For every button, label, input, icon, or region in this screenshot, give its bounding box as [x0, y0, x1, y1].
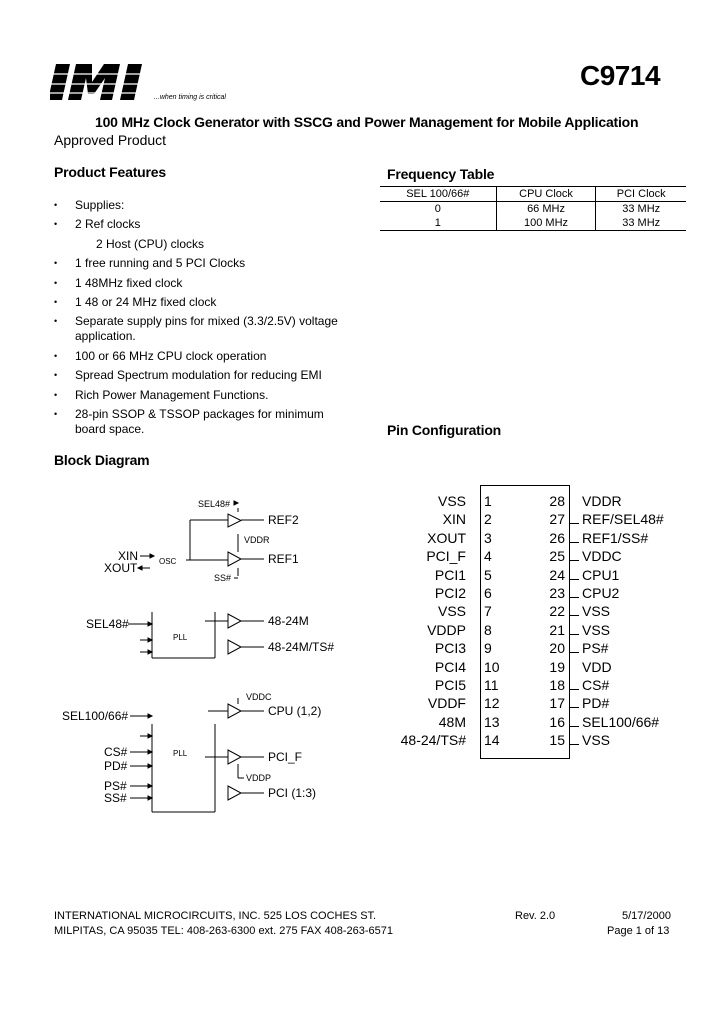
pin-name-left: PCI4: [434, 658, 466, 675]
pin-marker-icon: [569, 643, 579, 653]
pin-marker-icon: [569, 588, 579, 598]
pin-marker-icon: [569, 698, 579, 708]
label-sel48-input: SEL48#: [86, 617, 129, 631]
block-diagram: [0, 490, 380, 820]
pin-marker-icon: [569, 570, 579, 580]
table-row: [380, 216, 686, 231]
label-sel100-66: SEL100/66#: [62, 709, 129, 723]
pin-name-left: VDDF: [427, 695, 466, 712]
table-cell: 33 MHz: [596, 216, 686, 231]
bullet-icon: •: [54, 350, 58, 361]
feature-item: [54, 295, 354, 310]
footer-company: INTERNATIONAL MICROCIRCUITS, INC. 525 LOS COCHES ST.: [54, 910, 377, 922]
pin-name-right: PS#: [582, 640, 609, 657]
pin-number-left: 3: [484, 529, 492, 546]
feature-text: 2 Host (CPU) clocks: [96, 236, 205, 251]
pin-number-left: 8: [484, 621, 492, 638]
label-cs: CS#: [104, 745, 128, 759]
pin-name-right: VSS: [582, 732, 611, 749]
feature-text: 1 48MHz fixed clock: [75, 275, 183, 290]
feature-item: [54, 368, 354, 383]
pin-number-right: 17: [549, 695, 565, 712]
pin-name-left: PCI2: [434, 585, 466, 601]
label-cpu: CPU (1,2): [268, 704, 322, 718]
pin-number-left: 10: [484, 658, 500, 675]
pin-number-left: 4: [484, 548, 492, 565]
column-header-sel: SEL 100/66#: [380, 187, 496, 202]
pin-number-right: 28: [549, 493, 565, 509]
pin-number-left: 6: [484, 585, 492, 601]
footer-date: 5/17/2000: [622, 910, 671, 922]
pin-number-left: 13: [484, 713, 500, 730]
pin-name-right: VDD: [582, 658, 612, 675]
pin-number-right: 18: [549, 677, 565, 693]
label-vddp: VDDP: [246, 773, 272, 783]
pin-name-left: PCI_F: [426, 548, 466, 565]
bullet-icon: •: [54, 316, 58, 327]
label-xin: XIN: [118, 549, 139, 563]
pin-number-left: 12: [484, 695, 500, 712]
pin-number-left: 2: [484, 511, 492, 528]
feature-text-continued: application.: [75, 329, 136, 344]
bullet-icon: •: [54, 200, 58, 210]
label-vddc: VDDC: [246, 692, 272, 702]
pin-marker-icon: [569, 735, 579, 745]
label-ss2: SS#: [104, 791, 127, 805]
label-pll1: PLL: [173, 633, 188, 642]
feature-text: Spread Spectrum modulation for reducing EMI: [75, 368, 322, 383]
pin-name-right: REF/SEL48#: [582, 511, 664, 528]
feature-text: 1 48 or 24 MHz fixed clock: [75, 294, 217, 309]
table-cell: 1: [380, 216, 496, 231]
footer-revision: Rev. 2.0: [515, 910, 556, 922]
pin-number-left: 9: [484, 640, 492, 657]
pin-number-right: 27: [549, 511, 565, 528]
pin-marker-icon: [569, 606, 579, 616]
logo: [50, 60, 160, 104]
pin-number-right: 20: [549, 640, 565, 657]
pin-name-right: VSS: [582, 603, 611, 620]
feature-text: 2 Ref clocks: [75, 217, 141, 232]
pin-name-left: XOUT: [427, 529, 466, 546]
pin-name-left: VSS: [437, 493, 466, 509]
document-title: 100 MHz Clock Generator with SSCG and Power Management for Mobile Application: [95, 114, 639, 130]
feature-item: [54, 276, 354, 291]
bullet-icon: •: [54, 370, 58, 381]
pin-number-left: 11: [484, 677, 499, 693]
pin-name-right: VDDR: [582, 493, 622, 509]
label-ref1: REF1: [268, 552, 299, 566]
feature-text: 1 free running and 5 PCI Clocks: [75, 256, 246, 271]
pin-name-left: PCI3: [434, 640, 466, 657]
bullet-icon: •: [54, 219, 58, 230]
pin-number-right: 24: [549, 566, 565, 583]
feature-text: 28-pin SSOP & TSSOP packages for minimum: [75, 406, 324, 421]
bullet-icon: •: [54, 277, 58, 288]
feature-item: [54, 349, 354, 364]
label-sel48-top: SEL48#: [198, 499, 231, 509]
label-pci-f: PCI_F: [268, 750, 303, 764]
feature-item: [54, 256, 354, 271]
bullet-icon: •: [54, 389, 58, 400]
table-row: [380, 202, 686, 217]
feature-text-continued: board space.: [75, 421, 145, 436]
pin-marker-icon: [569, 717, 579, 727]
feature-item: [54, 314, 354, 344]
bullet-icon: •: [54, 296, 58, 307]
pin-marker-icon: [569, 680, 579, 690]
feature-item: [54, 388, 354, 403]
bullet-icon: •: [54, 408, 58, 419]
pin-number-right: 26: [549, 529, 565, 546]
features-list: [54, 198, 354, 441]
feature-text: Supplies:: [75, 198, 125, 212]
block-diagram-heading: Block Diagram: [54, 452, 150, 468]
pin-number-right: 15: [549, 732, 565, 749]
pin-marker-icon: [569, 625, 579, 635]
table-cell: 0: [434, 203, 441, 215]
imi-logo-graphic: [50, 60, 160, 104]
pin-name-left: PCI5: [434, 677, 466, 693]
feature-text: 100 or 66 MHz CPU clock operation: [75, 348, 267, 363]
footer-address: MILPITAS, CA 95035 TEL: 408-263-6300 ext. 275 FAX 408-263-6571: [54, 925, 393, 937]
pin-name-right: CS#: [582, 677, 610, 693]
pin-name-left: 48M: [438, 713, 466, 730]
label-ref2: REF2: [268, 513, 299, 527]
pin-number-left: 1: [484, 493, 492, 509]
logo-tagline: ...when timing is critical: [154, 94, 226, 101]
pin-name-left: XIN: [442, 511, 466, 528]
column-header-pci-clock: PCI Clock: [596, 187, 686, 202]
pin-name-right: CPU2: [582, 585, 620, 601]
pin-name-left: PCI1: [434, 566, 466, 583]
feature-item: [54, 237, 354, 252]
label-pll2: PLL: [173, 749, 188, 758]
footer-page: Page 1 of 13: [607, 925, 670, 937]
label-vddr: VDDR: [244, 535, 270, 545]
label-ps: PS#: [104, 779, 127, 793]
bullet-icon: •: [54, 258, 58, 269]
table-cell: 100 MHz: [496, 216, 596, 231]
pin-configuration-heading: Pin Configuration: [387, 422, 502, 438]
feature-item: [54, 217, 354, 232]
table-cell: 33 MHz: [596, 202, 686, 217]
pin-number-right: 19: [549, 658, 565, 675]
pin-name-right: REF1/SS#: [582, 529, 649, 546]
label-pd: PD#: [104, 759, 128, 773]
table-cell: 66 MHz: [496, 202, 596, 217]
pin-name-left: VDDP: [427, 621, 466, 638]
pin-name-right: SEL100/66#: [582, 713, 660, 730]
frequency-table-header-row: [380, 187, 686, 202]
label-ss: SS#: [214, 573, 232, 583]
pin-number-right: 22: [549, 603, 565, 620]
pin-marker-icon: [569, 514, 579, 524]
pin-number-right: 21: [549, 621, 565, 638]
frequency-table: [380, 186, 686, 231]
label-osc: OSC: [159, 557, 177, 566]
product-status: Approved Product: [54, 132, 167, 148]
pin-marker-icon: [569, 551, 579, 561]
pin-marker-icon: [569, 533, 579, 543]
pin-name-left: 48-24/TS#: [400, 732, 466, 749]
feature-text: Rich Power Management Functions.: [75, 387, 269, 402]
pin-name-right: VDDC: [582, 548, 622, 565]
pin-name-right: VSS: [582, 621, 611, 638]
features-heading: Product Features: [54, 164, 166, 180]
feature-text: Separate supply pins for mixed (3.3/2.5V) voltage: [75, 314, 338, 329]
pin-name-right: PD#: [582, 695, 610, 712]
pin-number-left: 14: [484, 732, 500, 749]
column-header-cpu-clock: CPU Clock: [496, 187, 596, 202]
pin-number-left: 5: [484, 566, 492, 583]
label-48-24m: 48-24M: [268, 614, 309, 628]
pin-number-right: 25: [549, 548, 565, 565]
pin-number-left: 7: [484, 603, 492, 620]
pin-name-right: CPU1: [582, 566, 620, 583]
feature-item: [54, 407, 354, 437]
label-pci: PCI (1:3): [268, 786, 317, 800]
pin-number-right: 23: [549, 585, 565, 601]
pin-name-left: VSS: [437, 603, 466, 620]
pin-number-right: 16: [549, 713, 565, 730]
label-48-24m-ts: 48-24M/TS#: [268, 640, 335, 654]
label-xout: XOUT: [104, 561, 138, 575]
feature-item: [54, 198, 354, 213]
frequency-table-heading: Frequency Table: [387, 166, 495, 182]
part-number: C9714: [580, 60, 661, 91]
